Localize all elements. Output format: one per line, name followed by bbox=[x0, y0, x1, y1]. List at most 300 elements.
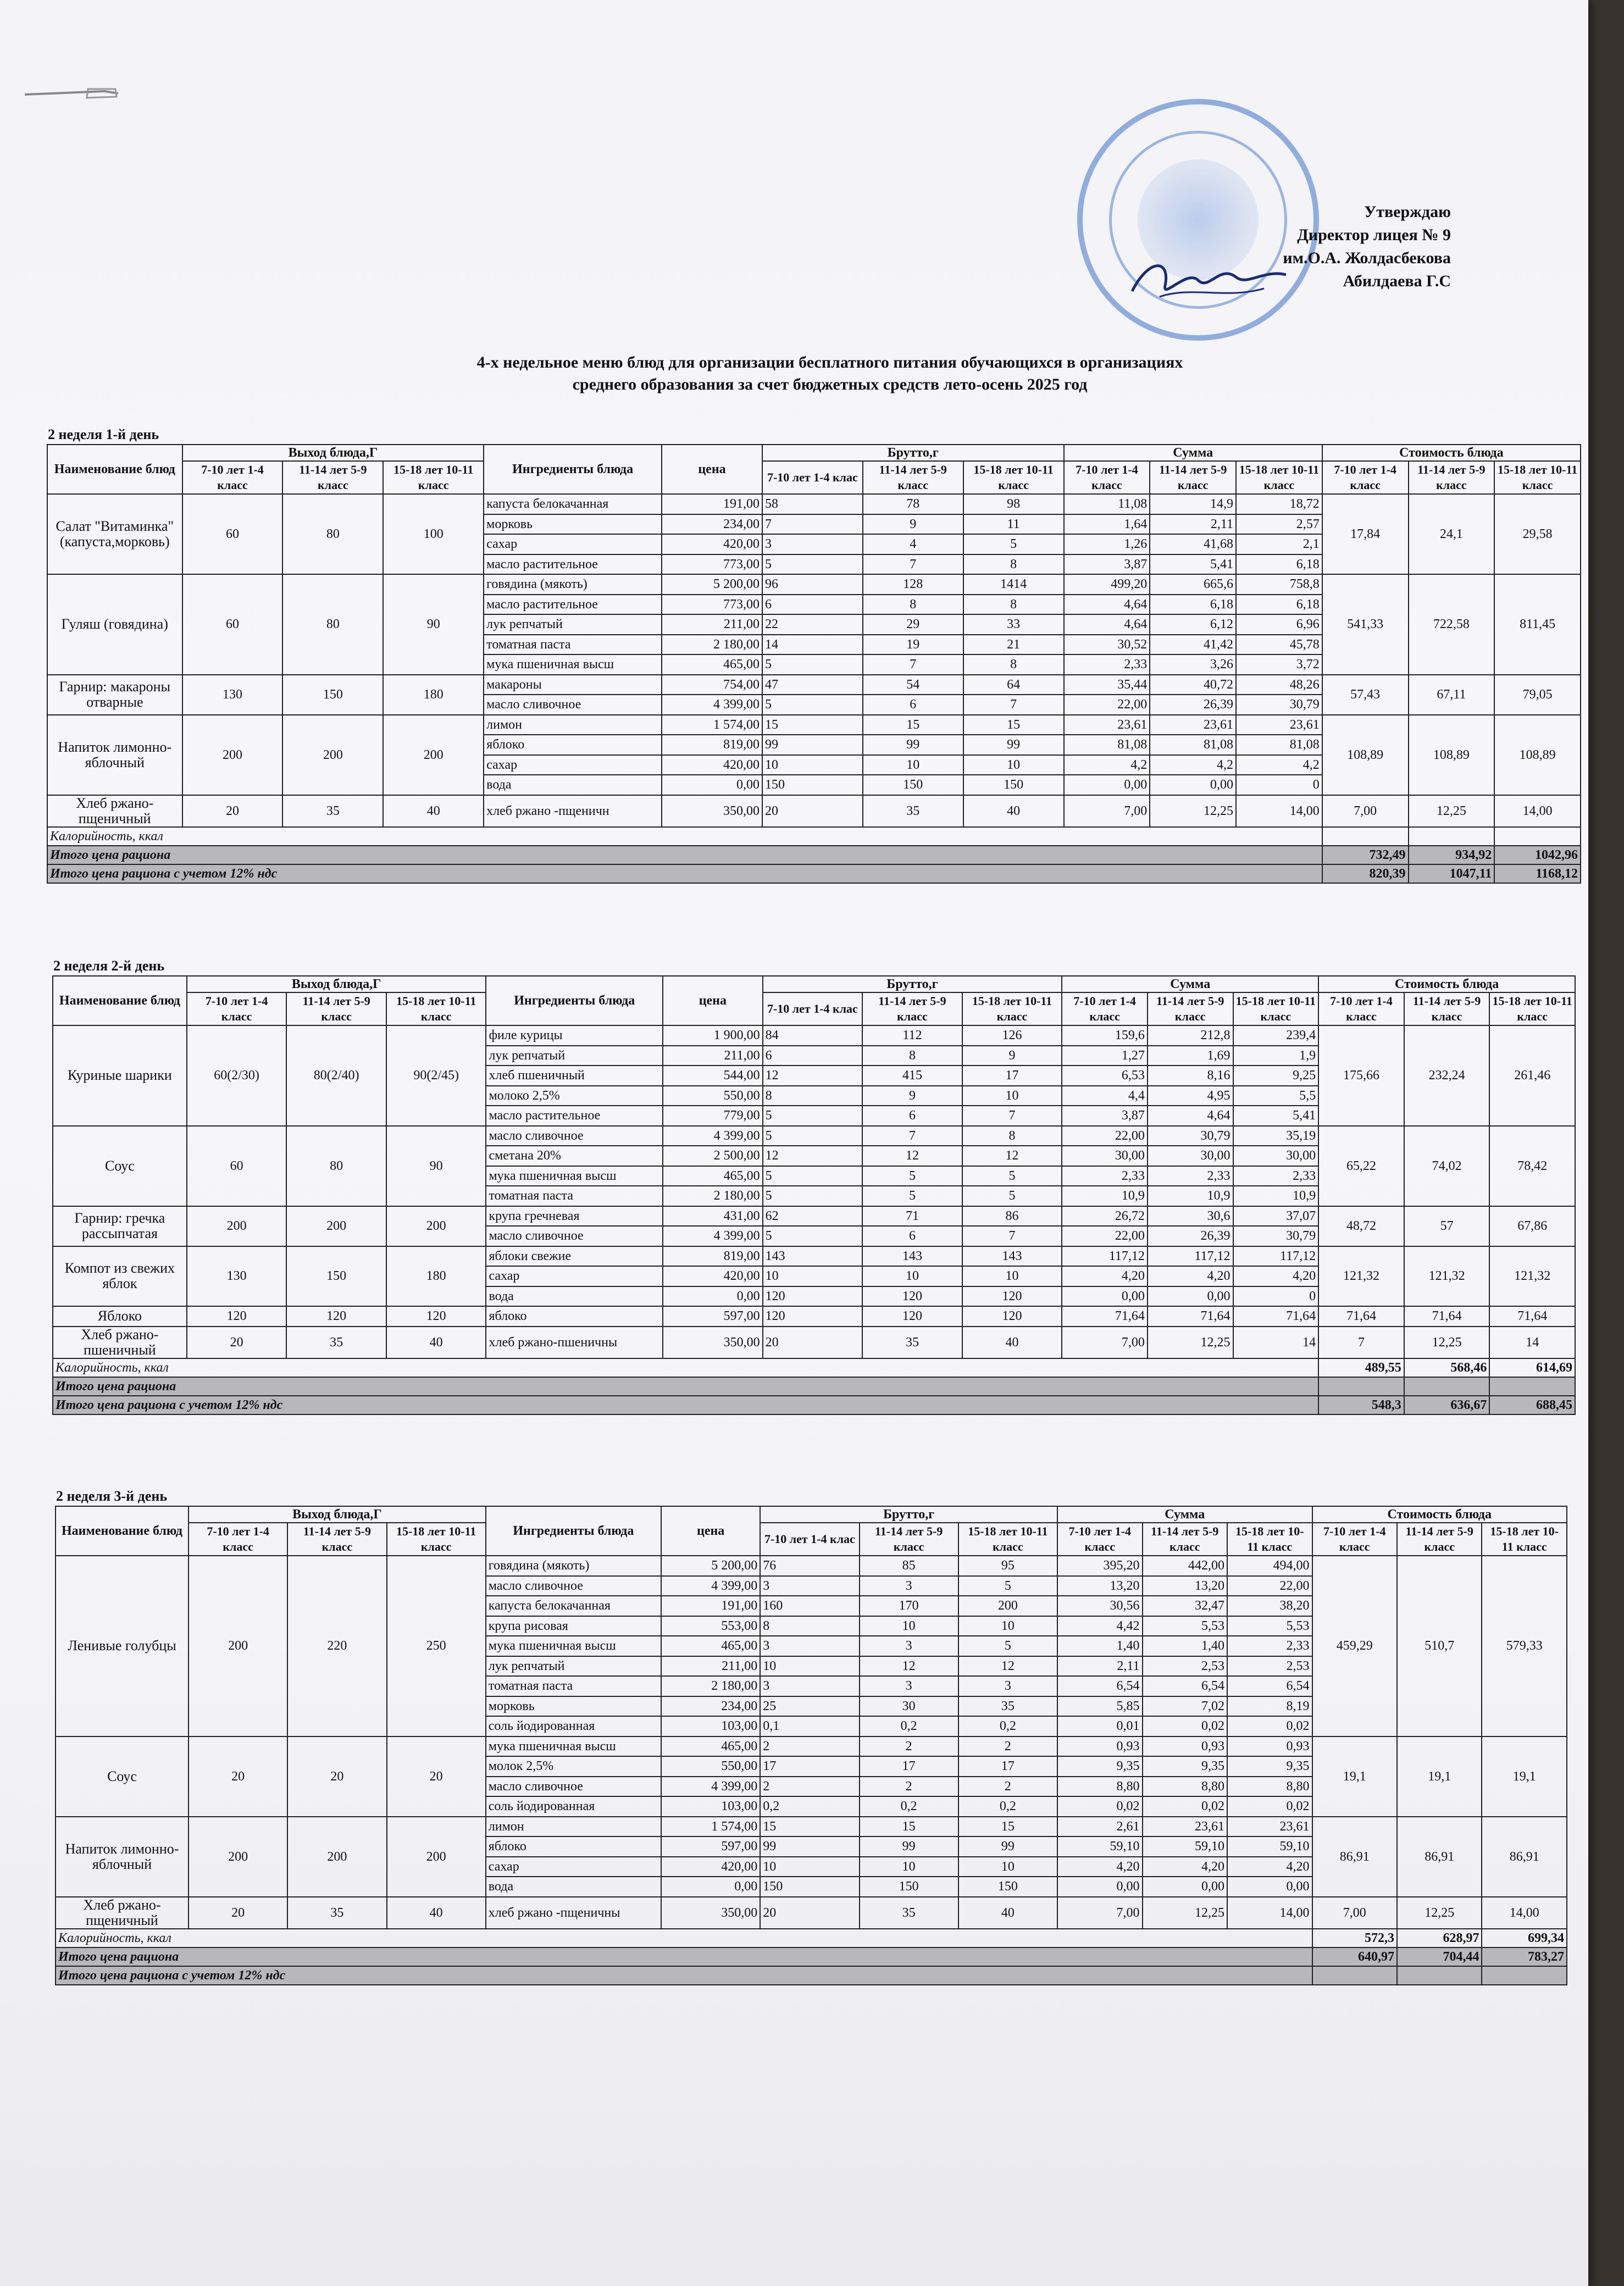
header-ingredients: Ингредиенты блюда bbox=[486, 976, 663, 1025]
calories-row bbox=[47, 827, 1581, 846]
header-age-group: 15-18 лет 10-11 класс bbox=[386, 992, 486, 1025]
output-value: 20 bbox=[287, 1736, 386, 1817]
sum-value: 494,00 bbox=[1227, 1556, 1312, 1576]
header-age-group: 11-14 лет 5-9 класс bbox=[863, 461, 963, 494]
sum-value: 81,08 bbox=[1064, 735, 1150, 755]
sum-value: 0,00 bbox=[1064, 775, 1150, 795]
header-age-group: 15-18 лет 10-11 класс bbox=[1494, 461, 1581, 494]
sum-value: 0 bbox=[1236, 775, 1322, 795]
ingredient-name: яблоки свежие bbox=[486, 1246, 663, 1267]
sum-value: 2,11 bbox=[1057, 1656, 1142, 1677]
ingredient-price: 1 574,00 bbox=[661, 1817, 760, 1837]
output-value: 90(2/45) bbox=[386, 1025, 486, 1126]
ingredient-name: яблоко bbox=[486, 1306, 663, 1327]
brutto-value: 0,2 bbox=[958, 1716, 1057, 1736]
header-price: цена bbox=[662, 445, 762, 494]
ingredient-price: 211,00 bbox=[662, 614, 762, 635]
header-cost: Стоимость блюда bbox=[1318, 976, 1575, 992]
sum-value: 6,12 bbox=[1150, 614, 1236, 635]
output-value: 20 bbox=[182, 795, 283, 827]
output-value: 35 bbox=[286, 1327, 386, 1358]
brutto-value: 120 bbox=[763, 1306, 863, 1327]
brutto-value: 143 bbox=[862, 1246, 962, 1267]
output-value: 90 bbox=[386, 1126, 486, 1206]
brutto-value: 120 bbox=[862, 1286, 962, 1307]
header-sum: Сумма bbox=[1062, 976, 1318, 992]
sum-value: 14,00 bbox=[1236, 795, 1322, 827]
cost-value: 78,42 bbox=[1489, 1126, 1575, 1206]
header-age-group: 7-10 лет 1-4 класс bbox=[1322, 461, 1409, 494]
brutto-value: 62 bbox=[763, 1206, 863, 1227]
sum-value: 0,00 bbox=[1150, 775, 1236, 795]
sum-value: 71,64 bbox=[1062, 1306, 1148, 1327]
sum-value: 6,54 bbox=[1227, 1676, 1312, 1696]
output-value: 220 bbox=[287, 1556, 386, 1736]
brutto-value: 10 bbox=[860, 1616, 958, 1636]
sum-value: 2,33 bbox=[1148, 1166, 1233, 1186]
brutto-value: 4 bbox=[863, 534, 963, 554]
brutto-value: 35 bbox=[958, 1696, 1057, 1717]
ingredient-price: 350,00 bbox=[662, 795, 762, 827]
sum-value: 30,79 bbox=[1148, 1126, 1233, 1146]
title-line-1: 4-х недельное меню блюд для организации бесплатного питания обучающихся в организациях bbox=[476, 353, 1183, 371]
sum-value: 18,72 bbox=[1236, 494, 1322, 514]
menu-table-day-2 bbox=[52, 975, 1576, 1415]
table-row bbox=[53, 1306, 1575, 1327]
brutto-value: 9 bbox=[862, 1086, 962, 1106]
sum-value: 30,00 bbox=[1233, 1146, 1319, 1166]
brutto-value: 78 bbox=[863, 494, 963, 514]
brutto-value: 95 bbox=[958, 1556, 1057, 1576]
header-dish-name: Наименование блюд bbox=[53, 976, 187, 1025]
sum-value: 1,69 bbox=[1148, 1046, 1233, 1066]
header-brutto: Брутто,г bbox=[762, 445, 1064, 461]
table-row bbox=[47, 715, 1581, 735]
cost-value: 12,25 bbox=[1409, 795, 1495, 827]
brutto-value: 5 bbox=[962, 1166, 1062, 1186]
brutto-value: 40 bbox=[962, 1327, 1062, 1358]
brutto-value: 7 bbox=[962, 1106, 1062, 1126]
table-row bbox=[53, 1206, 1575, 1227]
sum-value: 81,08 bbox=[1150, 735, 1236, 755]
sum-value: 4,20 bbox=[1148, 1266, 1233, 1286]
cost-value: 175,66 bbox=[1318, 1025, 1404, 1126]
sum-value: 59,10 bbox=[1227, 1836, 1312, 1857]
sum-value: 2,57 bbox=[1236, 514, 1322, 535]
sum-value: 6,54 bbox=[1057, 1676, 1142, 1696]
total-value: 640,97 bbox=[1312, 1947, 1397, 1966]
dish-name: Соус bbox=[53, 1126, 187, 1206]
header-age-group: 15-18 лет 10-11 класс bbox=[1482, 1523, 1567, 1556]
sum-value: 1,27 bbox=[1062, 1046, 1148, 1066]
calories-row bbox=[56, 1929, 1567, 1947]
calories-row bbox=[53, 1358, 1575, 1377]
ingredient-price: 4 399,00 bbox=[663, 1226, 763, 1246]
output-value: 130 bbox=[182, 675, 283, 715]
brutto-value: 15 bbox=[958, 1817, 1057, 1837]
sum-value: 8,80 bbox=[1227, 1777, 1312, 1797]
sum-value: 7,00 bbox=[1064, 795, 1150, 827]
brutto-value: 10 bbox=[763, 1266, 863, 1286]
header-age-group: 11-14 лет 5-9 класс bbox=[1409, 461, 1495, 494]
header-subrow bbox=[56, 1523, 1567, 1556]
sum-value: 2,33 bbox=[1233, 1166, 1319, 1186]
dish-name: Хлеб ржано-пщеничный bbox=[47, 795, 182, 827]
sum-value: 0,02 bbox=[1143, 1796, 1227, 1817]
sum-value: 59,10 bbox=[1057, 1836, 1142, 1857]
brutto-value: 85 bbox=[860, 1556, 958, 1576]
ingredient-price: 4 399,00 bbox=[663, 1126, 763, 1146]
ingredient-name: томатная паста bbox=[486, 1676, 661, 1696]
total-value bbox=[1322, 827, 1409, 846]
brutto-value: 5 bbox=[762, 554, 863, 575]
ingredient-price: 597,00 bbox=[663, 1306, 763, 1327]
output-value: 35 bbox=[287, 1897, 386, 1929]
ingredient-price: 465,00 bbox=[661, 1736, 760, 1757]
brutto-value: 2 bbox=[958, 1736, 1057, 1757]
brutto-value: 10 bbox=[760, 1656, 859, 1677]
sum-value: 11,08 bbox=[1064, 494, 1150, 514]
output-value: 200 bbox=[182, 715, 283, 795]
brutto-value: 143 bbox=[763, 1246, 863, 1267]
table-row bbox=[56, 1736, 1567, 1757]
total-value: 934,92 bbox=[1409, 846, 1495, 864]
header-age-group: 11-14 лет 5-9 класс bbox=[1148, 992, 1233, 1025]
sum-value: 1,40 bbox=[1143, 1636, 1227, 1656]
total-row bbox=[53, 1377, 1575, 1396]
output-value: 150 bbox=[282, 675, 383, 715]
sum-value: 30,52 bbox=[1064, 635, 1150, 655]
ingredient-price: 103,00 bbox=[661, 1716, 760, 1736]
brutto-value: 150 bbox=[958, 1877, 1057, 1897]
ingredient-price: 773,00 bbox=[662, 595, 762, 615]
brutto-value: 5 bbox=[762, 654, 863, 675]
sum-value: 4,20 bbox=[1233, 1266, 1319, 1286]
total-value: 688,45 bbox=[1489, 1396, 1575, 1414]
ingredient-price: 1 574,00 bbox=[662, 715, 762, 735]
table-row bbox=[56, 1556, 1567, 1576]
sum-value: 1,64 bbox=[1064, 514, 1150, 535]
total-value: 568,46 bbox=[1404, 1358, 1490, 1377]
total-value: 1042,96 bbox=[1494, 846, 1581, 864]
header-age-group: 11-14 лет 5-9 класс bbox=[1143, 1523, 1227, 1556]
output-value: 200 bbox=[387, 1817, 486, 1897]
sum-value: 71,64 bbox=[1233, 1306, 1319, 1327]
table-row bbox=[47, 675, 1581, 695]
total-value: 783,27 bbox=[1482, 1947, 1567, 1966]
ingredient-name: томатная паста bbox=[486, 1186, 663, 1206]
output-value: 120 bbox=[187, 1306, 287, 1327]
ingredient-price: 191,00 bbox=[661, 1596, 760, 1616]
dish-name: Напиток лимонно-яблочный bbox=[56, 1817, 189, 1897]
header-row bbox=[47, 445, 1581, 461]
brutto-value: 9 bbox=[962, 1046, 1062, 1066]
brutto-value: 54 bbox=[863, 675, 963, 695]
output-value: 100 bbox=[383, 494, 484, 574]
output-value: 200 bbox=[286, 1206, 386, 1246]
output-value: 200 bbox=[187, 1206, 287, 1246]
header-age-group: 15-18 лет 10-11 класс bbox=[958, 1523, 1057, 1556]
sum-value: 23,61 bbox=[1236, 715, 1322, 735]
cost-value: 67,11 bbox=[1409, 675, 1495, 715]
brutto-value: 22 bbox=[762, 614, 863, 635]
ingredient-price: 819,00 bbox=[663, 1246, 763, 1267]
sum-value: 117,12 bbox=[1148, 1246, 1233, 1267]
sum-value: 4,20 bbox=[1227, 1857, 1312, 1877]
ingredient-price: 465,00 bbox=[663, 1166, 763, 1186]
sum-value: 12,25 bbox=[1150, 795, 1236, 827]
output-value: 20 bbox=[187, 1327, 287, 1358]
dish-name: Соус bbox=[56, 1736, 189, 1817]
dish-name: Яблоко bbox=[53, 1306, 187, 1327]
sum-value: 30,56 bbox=[1057, 1596, 1142, 1616]
sum-value: 45,78 bbox=[1236, 635, 1322, 655]
sum-value: 6,18 bbox=[1150, 595, 1236, 615]
ingredient-price: 234,00 bbox=[661, 1696, 760, 1717]
sum-value: 0,93 bbox=[1057, 1736, 1142, 1757]
header-age-group: 15-18 лет 10-11 класс bbox=[963, 461, 1064, 494]
output-value: 200 bbox=[287, 1817, 386, 1897]
brutto-value: 20 bbox=[762, 795, 863, 827]
total-label: Итого цена рациона с учетом 12% ндс bbox=[53, 1396, 1318, 1414]
header-age-group: 15-18 лет 10-11 класс bbox=[1233, 992, 1319, 1025]
ingredient-name: яблоко bbox=[486, 1836, 661, 1857]
ingredient-price: 0,00 bbox=[661, 1877, 760, 1897]
sum-value: 3,87 bbox=[1064, 554, 1150, 575]
cost-value: 71,64 bbox=[1404, 1306, 1490, 1327]
output-value: 120 bbox=[286, 1306, 386, 1327]
sum-value: 35,19 bbox=[1233, 1126, 1319, 1146]
table-row bbox=[47, 494, 1581, 514]
ingredient-name: молок 2,5% bbox=[486, 1756, 661, 1777]
ingredient-name: морковь bbox=[486, 1696, 661, 1717]
ingredient-name: мука пшеничная высш bbox=[486, 1736, 661, 1757]
header-cost: Стоимость блюда bbox=[1312, 1506, 1567, 1523]
brutto-value: 8 bbox=[862, 1046, 962, 1066]
ingredient-name: масло сливочное bbox=[486, 1777, 661, 1797]
ingredient-price: 544,00 bbox=[663, 1066, 763, 1086]
sum-value: 23,61 bbox=[1150, 715, 1236, 735]
table-row bbox=[53, 1126, 1575, 1146]
sum-value: 14 bbox=[1233, 1327, 1319, 1358]
dish-name: Гуляш (говядина) bbox=[47, 574, 182, 675]
dish-name: Компот из свежих яблок bbox=[53, 1246, 187, 1307]
sum-value: 1,26 bbox=[1064, 534, 1150, 554]
brutto-value: 86 bbox=[962, 1206, 1062, 1227]
brutto-value: 12 bbox=[860, 1656, 958, 1677]
brutto-value: 76 bbox=[760, 1556, 859, 1576]
cost-value: 48,72 bbox=[1318, 1206, 1404, 1246]
ingredient-name: мука пшеничная высш bbox=[486, 1636, 661, 1656]
brutto-value: 10 bbox=[860, 1857, 958, 1877]
ingredient-name: масло растительное bbox=[484, 554, 662, 575]
total-value: 628,97 bbox=[1397, 1929, 1482, 1947]
brutto-value: 98 bbox=[963, 494, 1064, 514]
brutto-value: 7 bbox=[963, 695, 1064, 715]
sum-value: 32,47 bbox=[1143, 1596, 1227, 1616]
sum-value: 0,00 bbox=[1062, 1286, 1148, 1307]
total-value bbox=[1489, 1377, 1575, 1396]
brutto-value: 120 bbox=[862, 1306, 962, 1327]
sum-value: 59,10 bbox=[1143, 1836, 1227, 1857]
brutto-value: 5 bbox=[762, 695, 863, 715]
sum-value: 2,33 bbox=[1227, 1636, 1312, 1656]
ingredient-name: сахар bbox=[484, 755, 662, 775]
approval-line-4: Абилдаева Г.С bbox=[1343, 272, 1451, 290]
sum-value: 30,79 bbox=[1236, 695, 1322, 715]
brutto-value: 5 bbox=[963, 534, 1064, 554]
sum-value: 8,80 bbox=[1057, 1777, 1142, 1797]
ingredient-price: 2 180,00 bbox=[661, 1676, 760, 1696]
menu-table-day-1 bbox=[47, 444, 1581, 884]
ingredient-name: масло сливочное bbox=[484, 695, 662, 715]
ingredient-price: 191,00 bbox=[662, 494, 762, 514]
brutto-value: 150 bbox=[760, 1877, 859, 1897]
cost-value: 65,22 bbox=[1318, 1126, 1404, 1206]
header-dish-name: Наименование блюд bbox=[56, 1506, 189, 1556]
brutto-value: 6 bbox=[763, 1046, 863, 1066]
brutto-value: 99 bbox=[863, 735, 963, 755]
approval-line-3: им.О.А. Жолдасбекова bbox=[1283, 249, 1451, 267]
ingredient-price: 4 399,00 bbox=[661, 1777, 760, 1797]
output-value: 80 bbox=[282, 574, 383, 675]
sum-value: 5,53 bbox=[1143, 1616, 1227, 1636]
sum-value: 9,25 bbox=[1233, 1066, 1319, 1086]
ingredient-price: 2 500,00 bbox=[663, 1146, 763, 1166]
ingredient-price: 4 399,00 bbox=[661, 1576, 760, 1596]
ingredient-price: 773,00 bbox=[662, 554, 762, 575]
brutto-value: 47 bbox=[762, 675, 863, 695]
output-value: 20 bbox=[189, 1897, 287, 1929]
brutto-value: 0,2 bbox=[958, 1796, 1057, 1817]
ingredient-name: капуста белокачанная bbox=[484, 494, 662, 514]
output-value: 20 bbox=[387, 1736, 486, 1817]
table-row bbox=[56, 1897, 1567, 1929]
sum-value: 12,25 bbox=[1148, 1327, 1233, 1358]
total-value bbox=[1318, 1377, 1404, 1396]
sum-value: 13,20 bbox=[1057, 1576, 1142, 1596]
output-value: 120 bbox=[386, 1306, 486, 1327]
ingredient-name: мука пшеничная высш bbox=[486, 1166, 663, 1186]
dish-name: Хлеб ржано-пщеничный bbox=[56, 1897, 189, 1929]
brutto-value: 2 bbox=[760, 1736, 859, 1757]
total-label: Итого цена рациона с учетом 12% ндс bbox=[47, 864, 1322, 883]
sum-value: 9,35 bbox=[1057, 1756, 1142, 1777]
cost-value: 86,91 bbox=[1482, 1817, 1567, 1897]
sum-value: 3,87 bbox=[1062, 1106, 1148, 1126]
ingredient-name: хлеб ржано -пщеничн bbox=[484, 795, 662, 827]
day-label: 2 неделя 2-й день bbox=[53, 958, 165, 974]
brutto-value: 99 bbox=[760, 1836, 859, 1857]
ingredient-name: крупа гречневая bbox=[486, 1206, 663, 1227]
brutto-value: 6 bbox=[862, 1106, 962, 1126]
sum-value: 4,64 bbox=[1064, 614, 1150, 635]
brutto-value: 2 bbox=[958, 1777, 1057, 1797]
brutto-value: 7 bbox=[762, 514, 863, 535]
sum-value: 0,02 bbox=[1227, 1716, 1312, 1736]
brutto-value: 11 bbox=[963, 514, 1064, 535]
ingredient-price: 420,00 bbox=[662, 755, 762, 775]
sum-value: 23,61 bbox=[1143, 1817, 1227, 1837]
total-value bbox=[1494, 827, 1581, 846]
ingredient-price: 2 180,00 bbox=[663, 1186, 763, 1206]
cost-value: 108,89 bbox=[1494, 715, 1581, 795]
brutto-value: 40 bbox=[963, 795, 1064, 827]
brutto-value: 112 bbox=[862, 1025, 962, 1046]
header-age-group: 7-10 лет 1-4 клас bbox=[760, 1523, 859, 1556]
ingredient-name: мука пшеничная высш bbox=[484, 654, 662, 675]
brutto-value: 30 bbox=[860, 1696, 958, 1717]
sum-value: 26,39 bbox=[1150, 695, 1236, 715]
brutto-value: 5 bbox=[763, 1126, 863, 1146]
ingredient-price: 553,00 bbox=[661, 1616, 760, 1636]
brutto-value: 3 bbox=[760, 1576, 859, 1596]
total-value: 1047,11 bbox=[1409, 864, 1495, 883]
sum-value: 758,8 bbox=[1236, 574, 1322, 595]
sum-value: 71,64 bbox=[1148, 1306, 1233, 1327]
cost-value: 121,32 bbox=[1489, 1246, 1575, 1307]
ingredient-price: 234,00 bbox=[662, 514, 762, 535]
ingredient-price: 211,00 bbox=[661, 1656, 760, 1677]
output-value: 200 bbox=[282, 715, 383, 795]
brutto-value: 33 bbox=[963, 614, 1064, 635]
brutto-value: 64 bbox=[963, 675, 1064, 695]
cost-value: 7,00 bbox=[1312, 1897, 1397, 1929]
cost-value: 74,02 bbox=[1404, 1126, 1490, 1206]
brutto-value: 3 bbox=[760, 1676, 859, 1696]
total-value: 699,34 bbox=[1482, 1929, 1567, 1947]
sum-value: 9,35 bbox=[1143, 1756, 1227, 1777]
brutto-value: 5 bbox=[958, 1576, 1057, 1596]
brutto-value: 0,2 bbox=[860, 1716, 958, 1736]
total-label: Итого цена рациона bbox=[56, 1947, 1312, 1966]
output-value: 35 bbox=[282, 795, 383, 827]
cost-value: 14,00 bbox=[1482, 1897, 1567, 1929]
sum-value: 22,00 bbox=[1062, 1126, 1148, 1146]
output-value: 80 bbox=[286, 1126, 386, 1206]
header-ingredients: Ингредиенты блюда bbox=[486, 1506, 661, 1556]
ingredient-name: говядина (мякоть) bbox=[486, 1556, 661, 1576]
total-label: Калорийность, ккал bbox=[56, 1929, 1312, 1947]
sum-value: 6,18 bbox=[1236, 554, 1322, 575]
sum-value: 8,16 bbox=[1148, 1066, 1233, 1086]
cost-value: 19,1 bbox=[1397, 1736, 1482, 1817]
total-value: 548,3 bbox=[1318, 1396, 1404, 1414]
brutto-value: 25 bbox=[760, 1696, 859, 1717]
total-value: 732,49 bbox=[1322, 846, 1409, 864]
sum-value: 6,96 bbox=[1236, 614, 1322, 635]
sum-value: 4,42 bbox=[1057, 1616, 1142, 1636]
header-age-group: 11-14 лет 5-9 класс bbox=[282, 461, 383, 494]
total-value bbox=[1312, 1966, 1397, 1985]
brutto-value: 29 bbox=[863, 614, 963, 635]
sum-value: 4,64 bbox=[1148, 1106, 1233, 1126]
header-age-group: 15-18 лет 10-11 класс bbox=[1236, 461, 1322, 494]
ingredient-name: вода bbox=[486, 1286, 663, 1307]
brutto-value: 8 bbox=[963, 554, 1064, 575]
brutto-value: 17 bbox=[962, 1066, 1062, 1086]
ingredient-name: морковь bbox=[484, 514, 662, 535]
output-value: 180 bbox=[383, 675, 484, 715]
total-value bbox=[1482, 1966, 1567, 1985]
ingredient-price: 211,00 bbox=[663, 1046, 763, 1066]
sum-value: 48,26 bbox=[1236, 675, 1322, 695]
sum-value: 14,9 bbox=[1150, 494, 1236, 514]
dish-name: Гарнир: макароны отварные bbox=[47, 675, 182, 715]
sum-value: 0,02 bbox=[1143, 1716, 1227, 1736]
sum-value: 2,11 bbox=[1150, 514, 1236, 535]
header-age-group: 15-18 лет 10-11 класс bbox=[1227, 1523, 1312, 1556]
